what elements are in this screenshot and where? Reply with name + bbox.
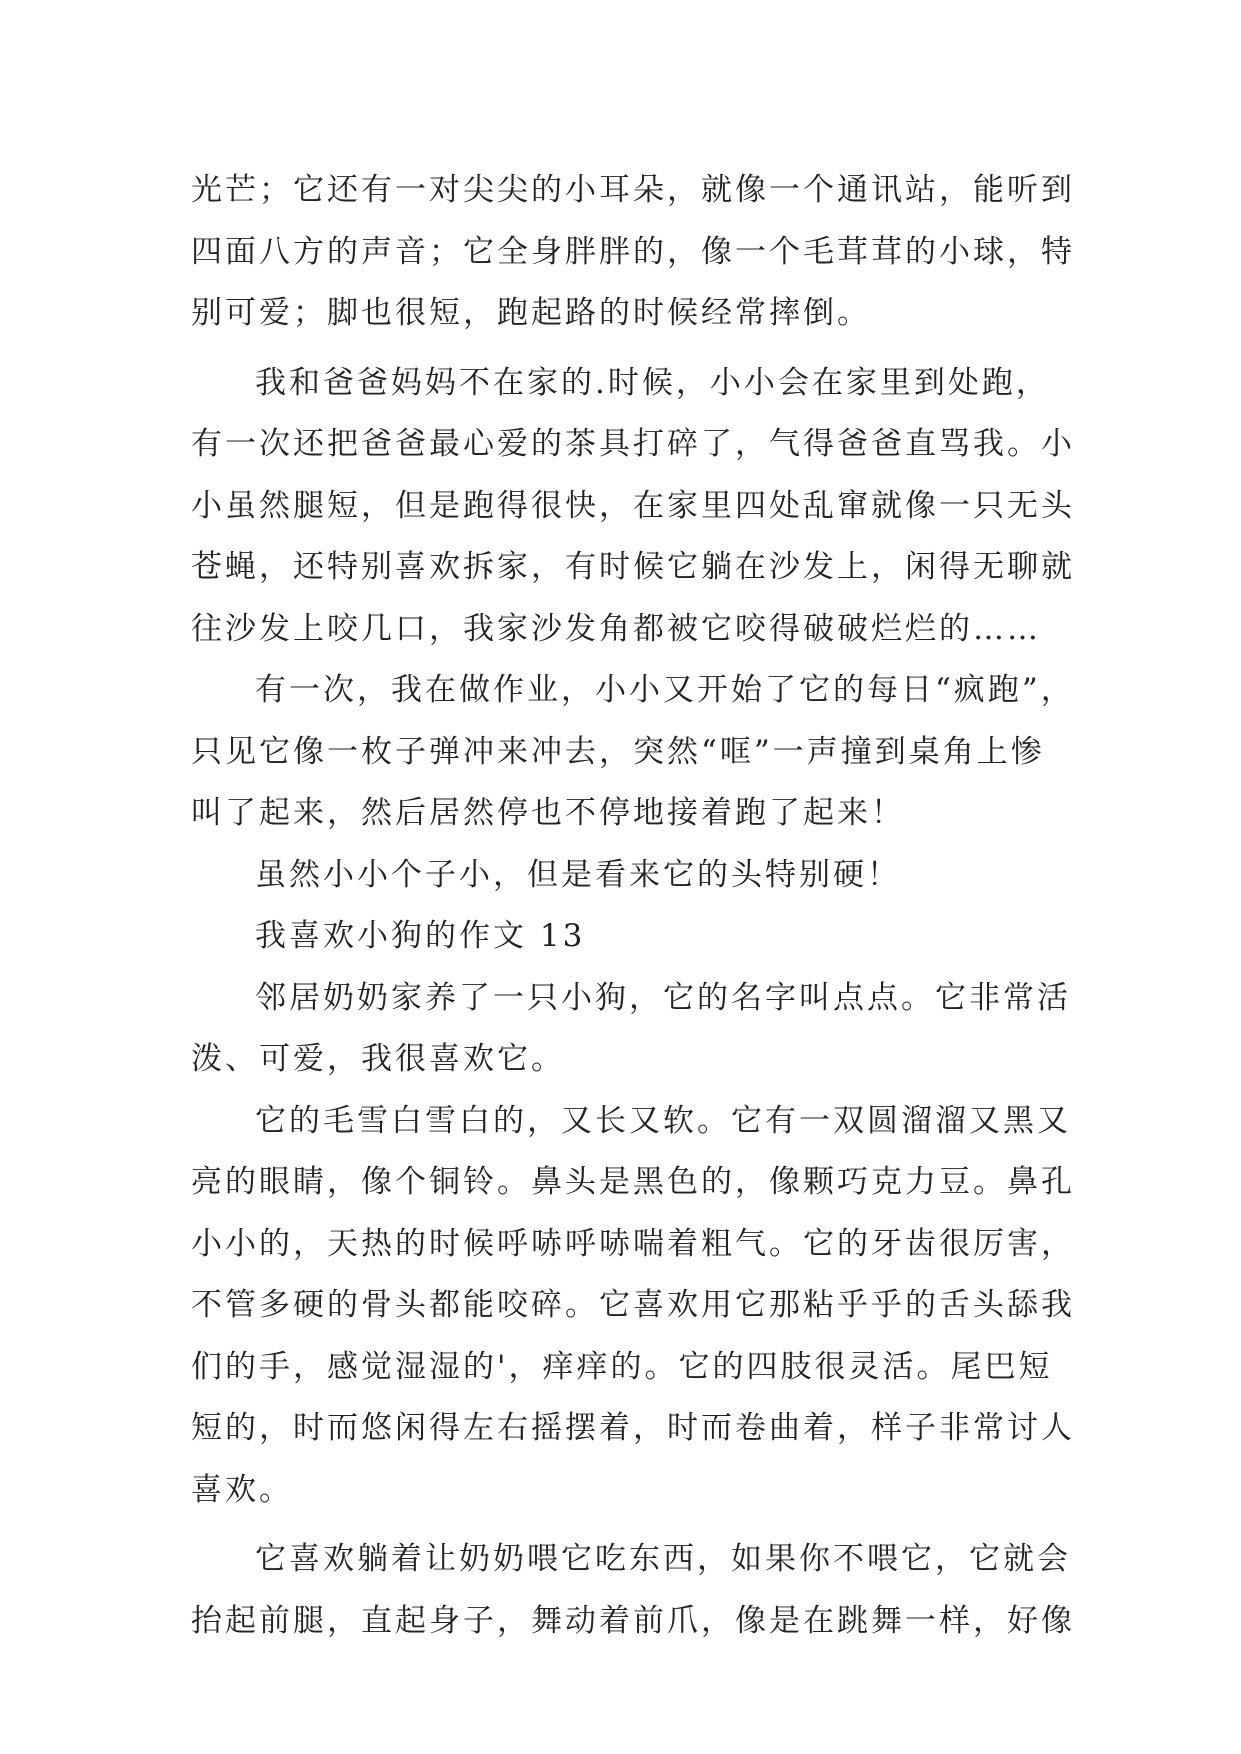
article-body bbox=[191, 160, 1075, 1652]
text-line: 小虽然腿短，但是跑得很快，在家里四处乱窜就像一只无头 bbox=[191, 487, 1075, 524]
text-line: 有一次，我在做作业，小小又开始了它的每日“疯跑”， bbox=[255, 672, 1075, 708]
text-line: 光芒；它还有一对尖尖的小耳朵，就像一个通讯站，能听到 bbox=[191, 172, 1075, 208]
text-line: 往沙发上咬几口，我家沙发角都被它咬得破破烂烂的…… bbox=[191, 610, 1041, 647]
text-line: 小小的，天热的时候呼哧呼哧喘着粗气。它的牙齿很厉害， bbox=[191, 1225, 1075, 1262]
text-line: 邻居奶奶家养了一只小狗，它的名字叫点点。它非常活 bbox=[255, 979, 1071, 1016]
text-line: 别可爱；脚也很短，跑起路的时候经常摔倒。 bbox=[191, 295, 871, 331]
text-line: 有一次还把爸爸最心爱的茶具打碎了，气得爸爸直骂我。小 bbox=[191, 426, 1075, 462]
text-line: 苍蝇，还特别喜欢拆家，有时候它躺在沙发上，闲得无聊就 bbox=[191, 549, 1075, 585]
text-line: 喜欢。 bbox=[191, 1471, 293, 1508]
text-line: 短的，时而悠闲得左右摇摆着，时而卷曲着，样子非常讨人 bbox=[191, 1410, 1075, 1446]
text-line: 它喜欢躺着让奶奶喂它吃东西，如果你不喂它，它就会 bbox=[255, 1541, 1071, 1577]
text-line: 不管多硬的骨头都能咬碎。它喜欢用它那粘乎乎的舌头舔我 bbox=[191, 1287, 1075, 1323]
text-line: 抬起前腿，直起身子，舞动着前爪，像是在跳舞一样，好像 bbox=[191, 1602, 1075, 1639]
text-line: 亮的眼睛，像个铜铃。鼻头是黑色的，像颗巧克力豆。鼻孔 bbox=[191, 1164, 1075, 1200]
text-line: 四面八方的声音；它全身胖胖的，像一个毛茸茸的小球，特 bbox=[191, 233, 1075, 270]
text-line: 们的手，感觉湿湿的'，痒痒的。它的四肢很灵活。尾巴短 bbox=[191, 1348, 1053, 1385]
text-line: 我和爸爸妈妈不在家的.时候，小小会在家里到处跑， bbox=[255, 364, 1050, 401]
text-line: 它的毛雪白雪白的，又长又软。它有一双圆溜溜又黑又 bbox=[255, 1102, 1071, 1139]
text-line: 虽然小小个子小，但是看来它的头特别硬！ bbox=[255, 856, 901, 893]
section-heading: 我喜欢小狗的作文 13 bbox=[255, 918, 586, 954]
text-line: 只见它像一枚子弹冲来冲去，突然“哐”一声撞到桌角上惨 bbox=[191, 733, 1045, 770]
text-line: 叫了起来，然后居然停也不停地接着跑了起来！ bbox=[191, 795, 905, 831]
text-line: 泼、可爱，我很喜欢它。 bbox=[191, 1041, 565, 1077]
